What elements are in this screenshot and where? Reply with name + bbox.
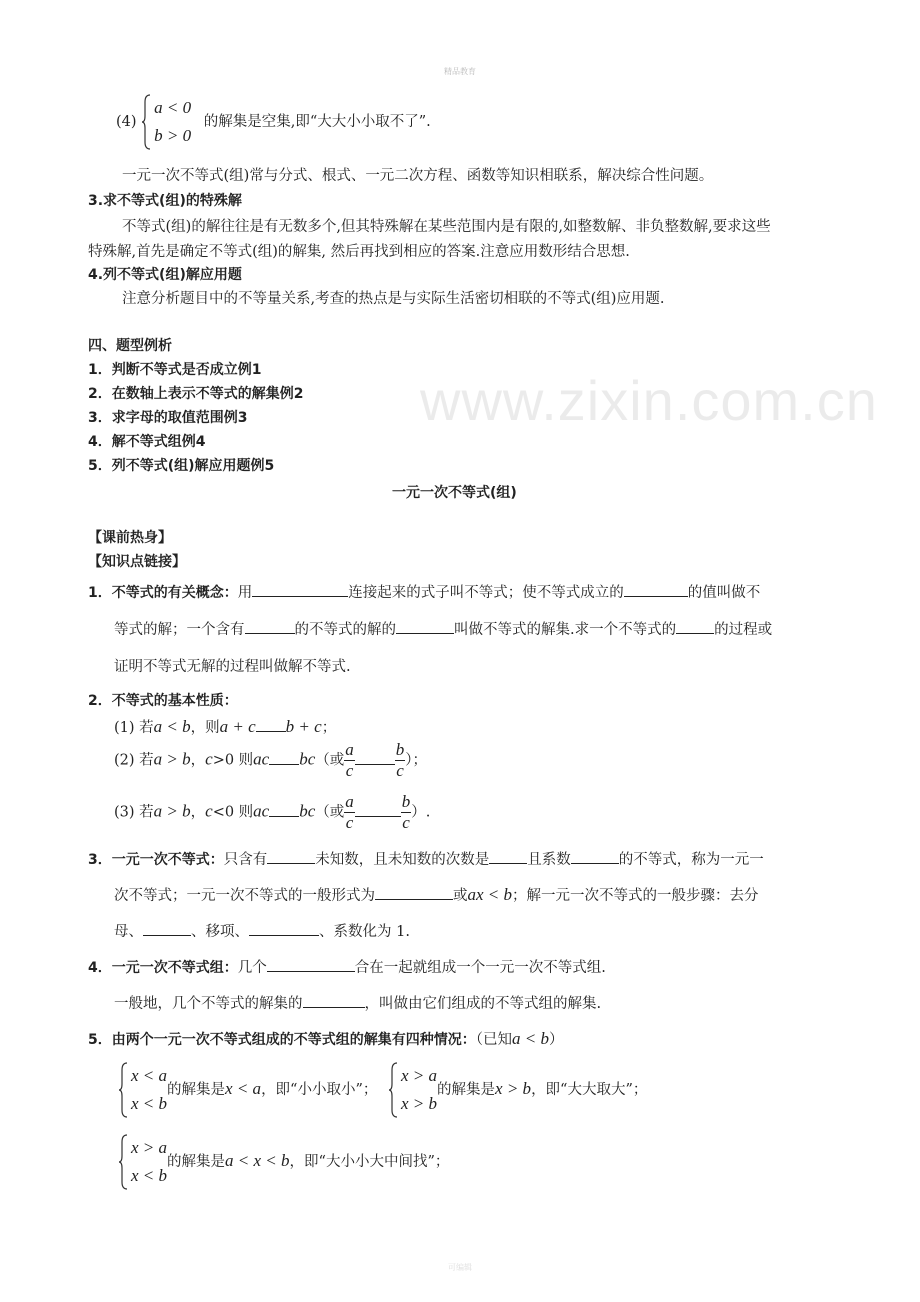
- math: c: [205, 801, 213, 821]
- numerator: a: [345, 792, 354, 811]
- blank: [269, 750, 299, 765]
- blank: [267, 957, 355, 972]
- math: ac: [253, 801, 270, 821]
- case-label: (4): [116, 114, 137, 130]
- k2-rule3: [114, 792, 430, 833]
- k3-line1: [88, 848, 764, 869]
- blank: [269, 802, 299, 817]
- blank: [256, 717, 286, 732]
- text: 的解集是: [167, 1154, 226, 1170]
- k5-case3: [118, 1134, 449, 1190]
- math: x > b: [495, 1079, 532, 1098]
- fraction: [344, 740, 355, 781]
- k1-line3: 证明不等式无解的过程叫做解不等式.: [114, 659, 351, 675]
- eq: x < b: [131, 1166, 168, 1185]
- item-title: 2．不等式的基本性质：: [88, 693, 238, 709]
- blank: [396, 619, 454, 634]
- k3-line2: [114, 884, 759, 905]
- fraction: [401, 792, 412, 833]
- blank: [303, 993, 365, 1008]
- text: 几个: [237, 960, 267, 976]
- text: <0 则: [212, 804, 254, 821]
- brace-icon: [141, 94, 151, 150]
- text: （已知: [475, 1032, 512, 1048]
- equation-system: [118, 1134, 167, 1190]
- item-title: 3．一元一次不等式：: [88, 852, 224, 868]
- item-title: 1．不等式的有关概念：: [88, 585, 238, 601]
- item-title: 4．一元一次不等式组：: [88, 960, 238, 976]
- equation-system: [388, 1062, 437, 1118]
- k1-line1: [88, 581, 760, 602]
- text: (2) 若: [114, 752, 154, 769]
- section-title: 【知识点链接】: [88, 554, 186, 570]
- paragraph: 特殊解,首先是确定不等式(组)的解集, 然后再找到相应的答案.注意应用数形结合思想.: [88, 244, 630, 260]
- k2-rule2: [114, 740, 427, 781]
- math: ac: [253, 749, 270, 769]
- text: 的不等式，称为一元一: [618, 852, 764, 868]
- math: b + c: [285, 717, 322, 736]
- case-4: [116, 94, 431, 150]
- text: ，即“大大取大”；: [531, 1082, 648, 1098]
- text: ，叫做由它们组成的不等式组的解集.: [364, 996, 602, 1012]
- case-text: 的解集是空集,即“大大小小取不了”.: [203, 114, 431, 130]
- denominator: c: [345, 761, 354, 780]
- text: （或: [315, 804, 345, 821]
- text: ）: [548, 1032, 564, 1048]
- eq: x > a: [401, 1066, 438, 1085]
- eq: x < b: [131, 1094, 168, 1113]
- denominator: c: [345, 813, 354, 832]
- text: 一般地，几个不等式的解集的: [114, 996, 303, 1012]
- blank: [245, 619, 295, 634]
- math: bc: [299, 801, 316, 821]
- equation-system: [141, 94, 191, 150]
- item-title: 5．由两个一元一次不等式组成的不等式组的解集有四种情况：: [88, 1032, 476, 1048]
- fraction: [395, 740, 406, 781]
- paragraph: 一元一次不等式(组)常与分式、根式、一元二次方程、函数等知识相联系，解决综合性问题。: [122, 168, 714, 184]
- list-item: 2．在数轴上表示不等式的解集例2: [88, 386, 304, 402]
- text: 未知数，且未知数的次数是: [315, 852, 490, 868]
- text: 的不等式的解的: [294, 622, 396, 638]
- text: （或: [315, 752, 345, 769]
- text: >0 则: [212, 752, 254, 769]
- math: a > b: [153, 801, 191, 821]
- math: a > b: [153, 749, 191, 769]
- blank: [489, 849, 527, 864]
- text: 只含有: [223, 852, 268, 868]
- text: 叫做不等式的解集.求一个不等式的: [454, 622, 677, 638]
- k4-line2: [114, 992, 601, 1013]
- math: a < b: [153, 717, 191, 736]
- k5-case1: [118, 1062, 647, 1118]
- blank: [249, 921, 319, 936]
- k4-line1: [88, 956, 606, 977]
- paragraph: 注意分析题目中的不等量关系,考查的热点是与实际生活密切相联的不等式(组)应用题.: [122, 291, 665, 307]
- text: 的解集是: [167, 1082, 226, 1098]
- text: 、系数化为 1.: [319, 924, 410, 940]
- k5-line1: [88, 1028, 563, 1049]
- math: a + c: [219, 717, 256, 736]
- k1-line2: [114, 618, 772, 639]
- numerator: b: [401, 792, 411, 811]
- text: ，即“大小小大中间找”；: [289, 1154, 450, 1170]
- section-title: 四、题型例析: [88, 338, 172, 354]
- text: ，则: [190, 720, 220, 736]
- text: ）.: [411, 804, 431, 821]
- page-header: 精品教育: [444, 67, 476, 76]
- blank: [355, 750, 395, 765]
- text: 母、: [114, 924, 143, 940]
- denominator: c: [402, 813, 410, 832]
- section-title: 【课前热身】: [88, 530, 172, 546]
- text: 用: [237, 585, 253, 601]
- list-item: 3．求字母的取值范围例3: [88, 410, 248, 426]
- text: ，: [190, 752, 206, 769]
- denominator: c: [396, 761, 404, 780]
- math: c: [205, 749, 213, 769]
- eq: x > b: [401, 1094, 438, 1113]
- text: (3) 若: [114, 804, 154, 821]
- text: 或: [453, 888, 468, 904]
- numerator: b: [395, 740, 405, 759]
- watermark: www.zixin.com.cn: [420, 369, 878, 432]
- text: 连接起来的式子叫不等式；使不等式成立的: [348, 585, 624, 601]
- section-title: 4.列不等式(组)解应用题: [88, 267, 242, 283]
- text: ；解一元一次不等式的一般步骤：去分: [512, 888, 759, 904]
- text: 且系数: [527, 852, 571, 868]
- list-item: 5．列不等式(组)解应用题例5: [88, 458, 275, 474]
- brace-icon: [388, 1062, 398, 1118]
- text: 的值叫做不: [687, 585, 761, 601]
- page-title: 一元一次不等式(组): [392, 485, 517, 501]
- eq: x < a: [131, 1066, 168, 1085]
- eq: x > a: [131, 1138, 168, 1157]
- k2-rule1: [114, 716, 336, 737]
- brace-icon: [118, 1134, 128, 1190]
- text: 次不等式；一元一次不等式的一般形式为: [114, 888, 375, 904]
- list-item: 1．判断不等式是否成立例1: [88, 362, 262, 378]
- numerator: a: [345, 740, 354, 759]
- blank: [676, 619, 714, 634]
- k3-line3: [114, 920, 410, 941]
- text: 的解集是: [437, 1082, 496, 1098]
- text: 、移项、: [191, 924, 249, 940]
- math: a < b: [512, 1029, 549, 1048]
- text: ，: [190, 804, 206, 821]
- list-item: 4．解不等式组例4: [88, 434, 206, 450]
- fraction: [344, 792, 355, 833]
- math: x < a: [225, 1079, 262, 1098]
- text: ；: [321, 720, 337, 736]
- blank: [624, 582, 688, 597]
- text: 合在一起就组成一个一元一次不等式组.: [354, 960, 606, 976]
- page-footer: 可编辑: [448, 1263, 472, 1272]
- blank: [355, 802, 401, 817]
- text: ，即“小小取小”；: [261, 1082, 378, 1098]
- eq: a < 0: [154, 98, 192, 117]
- math: a < x < b: [225, 1151, 290, 1170]
- math: ax < b: [467, 885, 513, 904]
- text: ）；: [405, 752, 428, 769]
- blank: [143, 921, 191, 936]
- math: bc: [299, 749, 316, 769]
- paragraph: 不等式(组)的解往往是有无数多个,但其特殊解在某些范围内是有限的,如整数解、非负整数解,要求这些: [122, 219, 771, 235]
- blank: [252, 582, 348, 597]
- blank: [571, 849, 619, 864]
- brace-icon: [118, 1062, 128, 1118]
- equation-system: [118, 1062, 167, 1118]
- section-title: 3.求不等式(组)的特殊解: [88, 193, 242, 209]
- text: 的过程或: [714, 622, 773, 638]
- text: (1) 若: [114, 720, 154, 736]
- text: 等式的解；一个含有: [114, 622, 245, 638]
- blank: [267, 849, 315, 864]
- blank: [375, 885, 453, 900]
- eq: b > 0: [154, 126, 192, 145]
